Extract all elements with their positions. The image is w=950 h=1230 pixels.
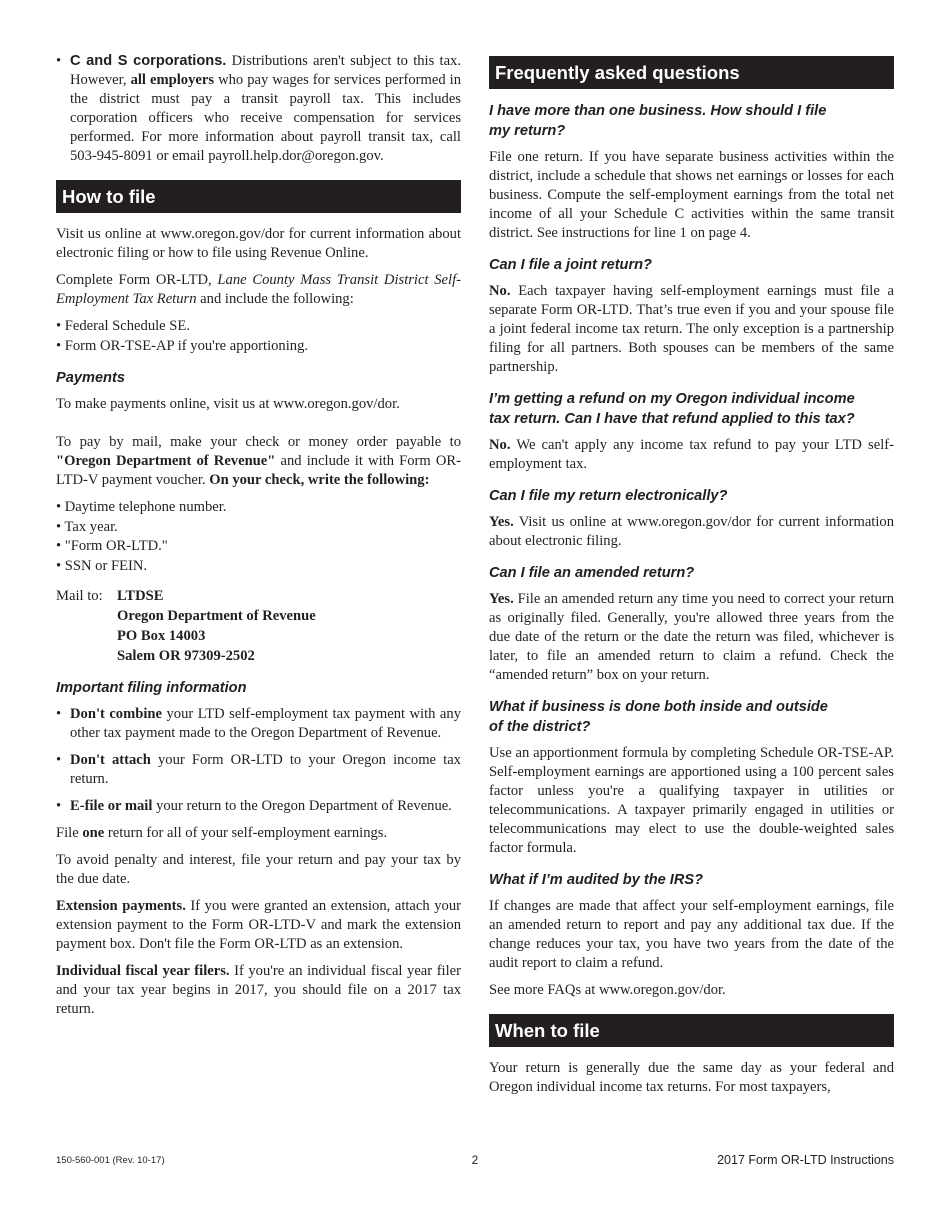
address-line: PO Box 14003 — [117, 628, 206, 644]
see-more-faqs: See more FAQs at www.oregon.gov/dor. — [489, 982, 726, 998]
list-item: • Federal Schedule SE. — [56, 318, 190, 334]
include-list — [56, 317, 461, 356]
faq-question: Can I file my return electronically? — [489, 488, 728, 504]
file-one-return: File one return for all of your self-employment earnings. — [56, 825, 388, 841]
address-line: Salem OR 97309-2502 — [117, 648, 255, 664]
faq-question: I have more than one business. How should I file my return? — [489, 103, 827, 139]
list-item: • SSN or FEIN. — [56, 557, 148, 574]
dont-attach-bullet: • Don't attach your Form OR-LTD to your Oregon income tax return. — [56, 752, 461, 787]
dont-combine-bullet: • Don't combine your LTD self-employment tax payment with any other tax payment made to the Oregon Department of Revenue. — [56, 706, 461, 741]
faq-answer: Yes. File an amended return any time you need to correct your return as originally filed. Generally, you're allowed three years from the due date of the return or the date the return was filed, whichever is later, to file an amended return to claim a refund. Check the “amended return” box on your return. — [489, 591, 894, 683]
faq-answer: Yes. Visit us online at www.oregon.gov/dor for current information about electronic filing. — [489, 514, 894, 549]
important-filing-heading: Important filing information — [56, 680, 247, 696]
faq-answer: Use an apportionment formula by completing Schedule OR-TSE-AP. Self-employment earnings are apportioned using a 100 percent sales factor unless you're a qualifying taxpayer in utilities or telecommunications. A taxpayer primarily engaged in utilities or telecommunications may elect to use the double-weighted sales factor formula. — [489, 745, 894, 856]
mail-to-label: Mail to: — [56, 588, 103, 604]
check-info-list — [56, 498, 461, 576]
faq-answer: If changes are made that affect your self-employment earnings, file an amended return to report and pay any additional tax due. If the change reduces your tax, you have two years from the date of the audit report to claim a refund. — [489, 898, 894, 971]
faq-question: What if I’m audited by the IRS? — [489, 872, 704, 888]
penalty-paragraph: To avoid penalty and interest, file your return and pay your tax by the due date. — [56, 852, 461, 887]
faq-question: Can I file a joint return? — [489, 257, 652, 273]
mailing-address — [56, 586, 461, 666]
faq-question: I’m getting a refund on my Oregon individual income tax return. Can I have that refund applied to this tax? — [489, 391, 855, 427]
efile-or-mail-bullet: • E-file or mail your return to the Oregon Department of Revenue. — [56, 798, 452, 814]
list-item: • Daytime telephone number. — [56, 499, 227, 515]
when-to-file-heading: When to file — [489, 1014, 894, 1047]
all-employers-emphasis: all employers — [130, 72, 215, 88]
form-title: Lane County Mass Transit District Self-Employment Tax Return — [56, 272, 462, 307]
payments-mail-paragraph: To pay by mail, make your check or money order payable to "Oregon Department of Revenue" and include it with Form OR-LTD-V payment voucher. On your check, write the following: — [56, 434, 462, 488]
corporations-bullet: • C and S corporations. Distributions aren't subject to this tax. However, all employers who pay wages for services performed in the district must pay a transit payroll tax. This includes corporation officers who receive compensation for services performed. For more information about payroll transit tax, call 503-945-8091 or email payroll.help.dor@oregon.gov. — [56, 53, 461, 164]
corporations-lead: C and S corporations. — [70, 53, 227, 69]
bullet-marker: • — [56, 53, 62, 69]
fiscal-year-paragraph: Individual fiscal year filers. If you're an individual fiscal year filer and your tax year begins in 2017, you should file on a 2017 tax return. — [56, 963, 462, 1017]
how-to-file-heading: How to file — [56, 180, 461, 213]
how-to-file-intro: Visit us online at www.oregon.gov/dor for current information about electronic filing or how to file using Revenue Online. — [56, 226, 461, 261]
faq-question: Can I file an amended return? — [489, 565, 695, 581]
faq-heading: Frequently asked questions — [489, 56, 894, 89]
list-item: • "Form OR-LTD." — [56, 538, 168, 554]
address-line: LTDSE — [117, 588, 164, 604]
address-line: Oregon Department of Revenue — [117, 608, 316, 624]
footer-title: 2017 Form OR-LTD Instructions — [717, 1153, 894, 1167]
page-footer — [56, 1153, 894, 1169]
when-to-file-text: Your return is generally due the same day as your federal and Oregon individual income tax returns. For most taxpayers, — [489, 1060, 894, 1095]
list-item: • Form OR-TSE-AP if you're apportioning. — [56, 337, 309, 354]
faq-question: What if business is done both inside and outside of the district? — [489, 699, 828, 735]
faq-answer: No. We can't apply any income tax refund to pay your LTD self-employment tax. — [489, 437, 894, 472]
list-item: • Tax year. — [56, 518, 118, 535]
complete-form-paragraph: Complete Form OR-LTD, Lane County Mass Transit District Self-Employment Tax Return and include the following: — [56, 272, 462, 307]
payments-heading: Payments — [56, 370, 125, 386]
extension-payments-paragraph: Extension payments. If you were granted an extension, attach your extension payment to the Form OR-LTD-V and mark the extension payment box. Don't file the Form OR-LTD as an extension. — [56, 898, 461, 952]
form-number: 150-560-001 (Rev. 10-17) — [56, 1155, 165, 1166]
payments-online: To make payments online, visit us at www.oregon.gov/dor. — [56, 396, 400, 412]
right-column — [489, 42, 894, 1097]
page-number: 2 — [471, 1153, 479, 1167]
faq-answer: File one return. If you have separate business activities within the district, include a schedule that shows net earnings or losses for each business. Compute the self-employment earnings from the total net income of all your Schedule C activities within the same transit district. See instructions for line 1 on page 4. — [489, 149, 894, 241]
faq-answer: No. Each taxpayer having self-employment earnings must file a separate Form OR-LTD. That’s true even if you and your spouse file a joint federal income tax return. The only exception is a partnership filing for all partners. Both spouses can be members of the same partnership. — [489, 283, 894, 375]
left-column — [56, 52, 461, 1027]
